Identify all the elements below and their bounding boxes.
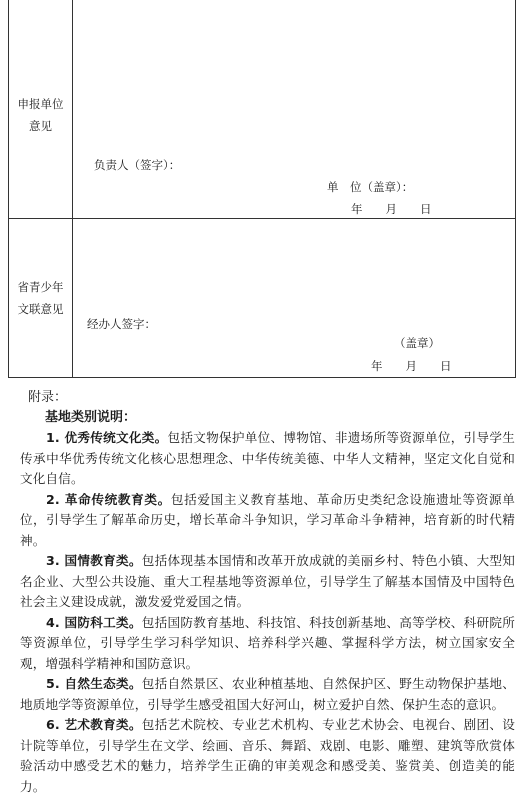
category-item: [20, 490, 515, 552]
applicant-label-line2: 意见: [29, 119, 52, 133]
federation-seal: （盖章）: [394, 336, 440, 350]
category-name: 4. 国防科工类。: [46, 614, 142, 630]
applicant-date: 年 月 日: [351, 202, 432, 216]
category-description: 包括文物保护单位、博物馆、非遗场所等资源单位，引导学生传承中华优秀传统文化核心思想理念、中华传统美德、中华人文精神，坚定文化自觉和文化自信。: [20, 430, 515, 486]
appendix-title: 附录：: [28, 390, 68, 405]
federation-date: 年 月 日: [371, 359, 452, 373]
federation-label-line2: 文联意见: [17, 302, 64, 316]
handler-signature: 经办人签字：: [87, 317, 156, 331]
category-description: 包括国防教育基地、科技馆、科技创新基地、高等学校、科研院所等资源单位，引导学生学习科学知识、培养科学兴趣、掌握科学方法，树立国家安全观，增强科学精神和国防意识。: [20, 614, 515, 671]
category-item: [20, 674, 515, 715]
category-item: [20, 551, 515, 613]
category-name: 3. 国情教育类。: [46, 553, 142, 568]
responsible-person-signature: 负责人（签字）：: [94, 158, 181, 172]
category-description: 包括艺术院校、专业艺术机构、专业艺术协会、电视台、剧团、设计院等单位，引导学生在文学、绘画、音乐、舞蹈、戏剧、电影、雕塑、建筑等欣赏体验活动中感受艺术的魅力，培养学生正确的审美观念和感受美、鉴赏美、创造美的能力。: [20, 717, 515, 794]
youth-federation-label-cell: [9, 219, 73, 377]
unit-seal: 单 位（盖章）：: [327, 180, 414, 194]
category-name: 6. 艺术教育类。: [46, 717, 142, 732]
applicant-opinion-label-cell: [9, 0, 73, 218]
appendix-section: [20, 388, 515, 797]
applicant-label-line1: 申报单位: [17, 97, 64, 111]
category-name: 1. 优秀传统文化类。: [46, 430, 168, 445]
approval-form-table: [8, 0, 516, 378]
category-description: 包括爱国主义教育基地、革命历史类纪念设施遗址等资源单位，引导学生了解革命历史，增长革命斗争知识，学习革命斗争精神，培育新的时代精神。: [20, 491, 515, 548]
category-name: 2. 革命传统教育类。: [46, 491, 171, 507]
category-description: 包括自然景区、农业种植基地、自然保护区、野生动物保护基地、地质地学等资源单位，引导学生感受祖国大好河山，树立爱护自然、保护生态的意识。: [20, 676, 515, 712]
federation-label-line1: 省青少年: [17, 280, 64, 294]
category-item: [20, 715, 515, 797]
applicant-opinion-row: [9, 0, 515, 219]
base-category-heading: 基地类别说明：: [45, 410, 137, 425]
category-description: 包括体现基本国情和改革开放成就的美丽乡村、特色小镇、大型知名企业、大型公共设施、重大工程基地等资源单位，引导学生了解基本国情及中国特色社会主义建设成就，激发爱党爱国之情。: [20, 553, 515, 609]
category-item: [20, 613, 515, 675]
category-name: 5. 自然生态类。: [46, 676, 142, 691]
category-item: [20, 428, 515, 490]
youth-federation-opinion-row: [9, 219, 515, 377]
